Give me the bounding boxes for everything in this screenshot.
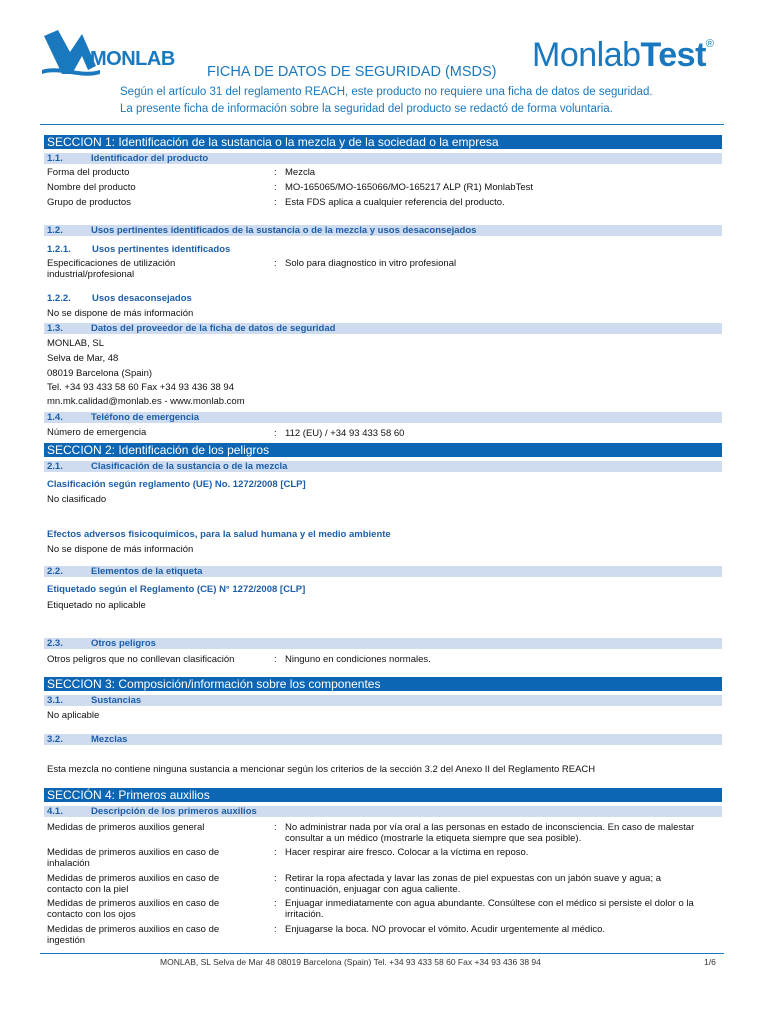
first-aid-skin-label: Medidas de primeros auxilios en caso de contacto con la piel — [47, 873, 220, 895]
monlab-logo-text: MONLAB — [90, 48, 175, 70]
subsection-title: Usos pertinentes identificados de la sustancia o de la mezcla y usos desaconsejados — [91, 225, 477, 236]
colon: : — [274, 258, 277, 269]
colon: : — [274, 898, 277, 909]
monlabtest-logo-regular: Monlab — [532, 36, 641, 74]
labelling-text: Etiquetado no aplicable — [47, 600, 146, 611]
first-aid-eyes-label: Medidas de primeros auxilios en caso de contacto con los ojos — [47, 898, 220, 920]
supplier-city: 08019 Barcelona (Spain) — [47, 368, 153, 379]
intro-line-1: Según el artículo 31 del reglamento REACH, este producto no requiere una ficha de datos de seguridad. — [120, 86, 653, 98]
subsection-title: Datos del proveedor de la ficha de datos de seguridad — [91, 323, 336, 334]
section-2-header: SECCION 2: Identificación de los peligros — [44, 443, 722, 457]
clp-classification-text: No clasificado — [47, 494, 107, 505]
subsection-1-3 — [44, 323, 722, 334]
subsection-number: 1.4. — [47, 412, 63, 423]
subsection-number: 2.1. — [47, 461, 63, 472]
product-name-label: Nombre del producto — [47, 182, 136, 193]
subsection-number: 2.3. — [47, 638, 63, 649]
emergency-number-value: 112 (EU) / +34 93 433 58 60 — [285, 428, 405, 439]
document-title: FICHA DE DATOS DE SEGURIDAD (MSDS) — [207, 64, 497, 80]
mixtures-text: Esta mezcla no contiene ninguna sustancia a mencionar según los criterios de la sección 3.2 del Anexo II del Reglamento REACH — [47, 764, 596, 775]
supplier-name: MONLAB, SL — [47, 338, 105, 349]
first-aid-skin-value: Retirar la ropa afectada y lavar las zonas de piel expuestas con un jabón suave y agua; a continuación, enjuagar con agua caliente. — [285, 873, 662, 895]
colon: : — [274, 847, 277, 858]
subsection-number: 4.1. — [47, 806, 63, 817]
colon: : — [274, 182, 277, 193]
heading-1-2-1-number: 1.2.1. — [47, 244, 71, 255]
subsection-number: 2.2. — [47, 566, 63, 577]
heading-1-2-1-title: Usos pertinentes identificados — [92, 244, 231, 255]
subsection-title: Descripción de los primeros auxilios — [91, 806, 257, 817]
product-group-value: Esta FDS aplica a cualquier referencia del producto. — [285, 197, 505, 208]
subsection-number: 3.1. — [47, 695, 63, 706]
discouraged-uses-text: No se dispone de más información — [47, 308, 194, 319]
registered-mark: ® — [705, 38, 714, 50]
colon: : — [274, 822, 277, 833]
subsection-number: 1.3. — [47, 323, 63, 334]
colon: : — [274, 167, 277, 178]
footer-divider — [40, 953, 724, 954]
adverse-effects-heading: Efectos adversos fisicoquímicos, para la salud humana y el medio ambiente — [47, 529, 391, 540]
substances-text: No aplicable — [47, 710, 100, 721]
colon: : — [274, 873, 277, 884]
first-aid-eyes-value: Enjuagar inmediatamente con agua abundante. Consúltese con el médico si persiste el dolor o la irritación. — [285, 898, 694, 920]
monlab-logo — [40, 26, 190, 78]
intro-line-2: La presente ficha de información sobre la seguridad del producto se redactó de forma voluntaria. — [120, 103, 613, 115]
colon: : — [274, 654, 277, 665]
subsection-3-1 — [44, 695, 722, 706]
page-number: 1/6 — [704, 957, 716, 967]
colon: : — [274, 428, 277, 439]
subsection-number: 1.2. — [47, 225, 63, 236]
header-divider — [40, 124, 724, 125]
subsection-number: 1.1. — [47, 153, 63, 164]
section-4-header: SECCIÓN 4: Primeros auxilios — [44, 788, 722, 802]
subsection-1-1 — [44, 153, 722, 164]
product-form-value: Mezcla — [285, 167, 316, 178]
adverse-effects-text: No se dispone de más información — [47, 544, 194, 555]
product-name-value: MO-165065/MO-165066/MO-165217 ALP (R1) MonlabTest — [285, 182, 534, 193]
subsection-title: Teléfono de emergencia — [91, 412, 200, 423]
subsection-number: 3.2. — [47, 734, 63, 745]
heading-1-2-2-number: 1.2.2. — [47, 293, 71, 304]
use-specification-label: Especificaciones de utilización industrial/profesional — [47, 258, 176, 280]
colon: : — [274, 924, 277, 935]
subsection-1-4 — [44, 412, 722, 423]
subsection-2-2 — [44, 566, 722, 577]
first-aid-inhalation-value: Hacer respirar aire fresco. Colocar a la víctima en reposo. — [285, 847, 529, 858]
emergency-number-label: Número de emergencia — [47, 427, 147, 438]
section-3-header: SECCION 3: Composición/información sobre los componentes — [44, 677, 722, 691]
subsection-title: Mezclas — [91, 734, 128, 745]
monlabtest-logo-bold: Test — [640, 36, 706, 74]
other-hazards-value: Ninguno en condiciones normales. — [285, 654, 431, 665]
first-aid-ingestion-label: Medidas de primeros auxilios en caso de ingestión — [47, 924, 220, 946]
subsection-title: Elementos de la etiqueta — [91, 566, 203, 577]
supplier-street: Selva de Mar, 48 — [47, 353, 119, 364]
monlabtest-logo — [532, 36, 714, 75]
use-specification-value: Solo para diagnostico in vitro profesional — [285, 258, 457, 269]
supplier-phone: Tel. +34 93 433 58 60 Fax +34 93 436 38 94 — [47, 382, 234, 393]
section-1-header: SECCION 1: Identificación de la sustancia o la mezcla y de la sociedad o la empresa — [44, 135, 722, 149]
subsection-3-2 — [44, 734, 722, 745]
first-aid-general-label: Medidas de primeros auxilios general — [47, 822, 205, 833]
clp-classification-heading: Clasificación según reglamento (UE) No. 1272/2008 [CLP] — [47, 479, 306, 490]
supplier-email-web: mn.mk.calidad@monlab.es - www.monlab.com — [47, 396, 245, 407]
labelling-heading: Etiquetado según el Reglamento (CE) N° 1272/2008 [CLP] — [47, 584, 306, 595]
first-aid-ingestion-value: Enjuagarse la boca. NO provocar el vómito. Acudir urgentemente al médico. — [285, 924, 605, 935]
colon: : — [274, 197, 277, 208]
subsection-1-2 — [44, 225, 722, 236]
subsection-title: Identificador del producto — [91, 153, 209, 164]
footer-text: MONLAB, SL Selva de Mar 48 08019 Barcelona (Spain) Tel. +34 93 433 58 60 Fax +34 93 436 38 94 — [160, 957, 541, 967]
heading-1-2-2-title: Usos desaconsejados — [92, 293, 192, 304]
other-hazards-label: Otros peligros que no conllevan clasificación — [47, 654, 235, 665]
subsection-4-1 — [44, 806, 722, 817]
subsection-2-1 — [44, 461, 722, 472]
product-group-label: Grupo de productos — [47, 197, 131, 208]
product-form-label: Forma del producto — [47, 167, 130, 178]
first-aid-general-value: No administrar nada por vía oral a las personas en estado de inconsciencia. En caso de malestar consultar a un médico (mostrarle la etiqueta siempre que sea posible). — [285, 822, 695, 844]
subsection-title: Sustancias — [91, 695, 142, 706]
subsection-title: Otros peligros — [91, 638, 156, 649]
first-aid-inhalation-label: Medidas de primeros auxilios en caso de inhalación — [47, 847, 220, 869]
subsection-2-3 — [44, 638, 722, 649]
subsection-title: Clasificación de la sustancia o de la mezcla — [91, 461, 288, 472]
